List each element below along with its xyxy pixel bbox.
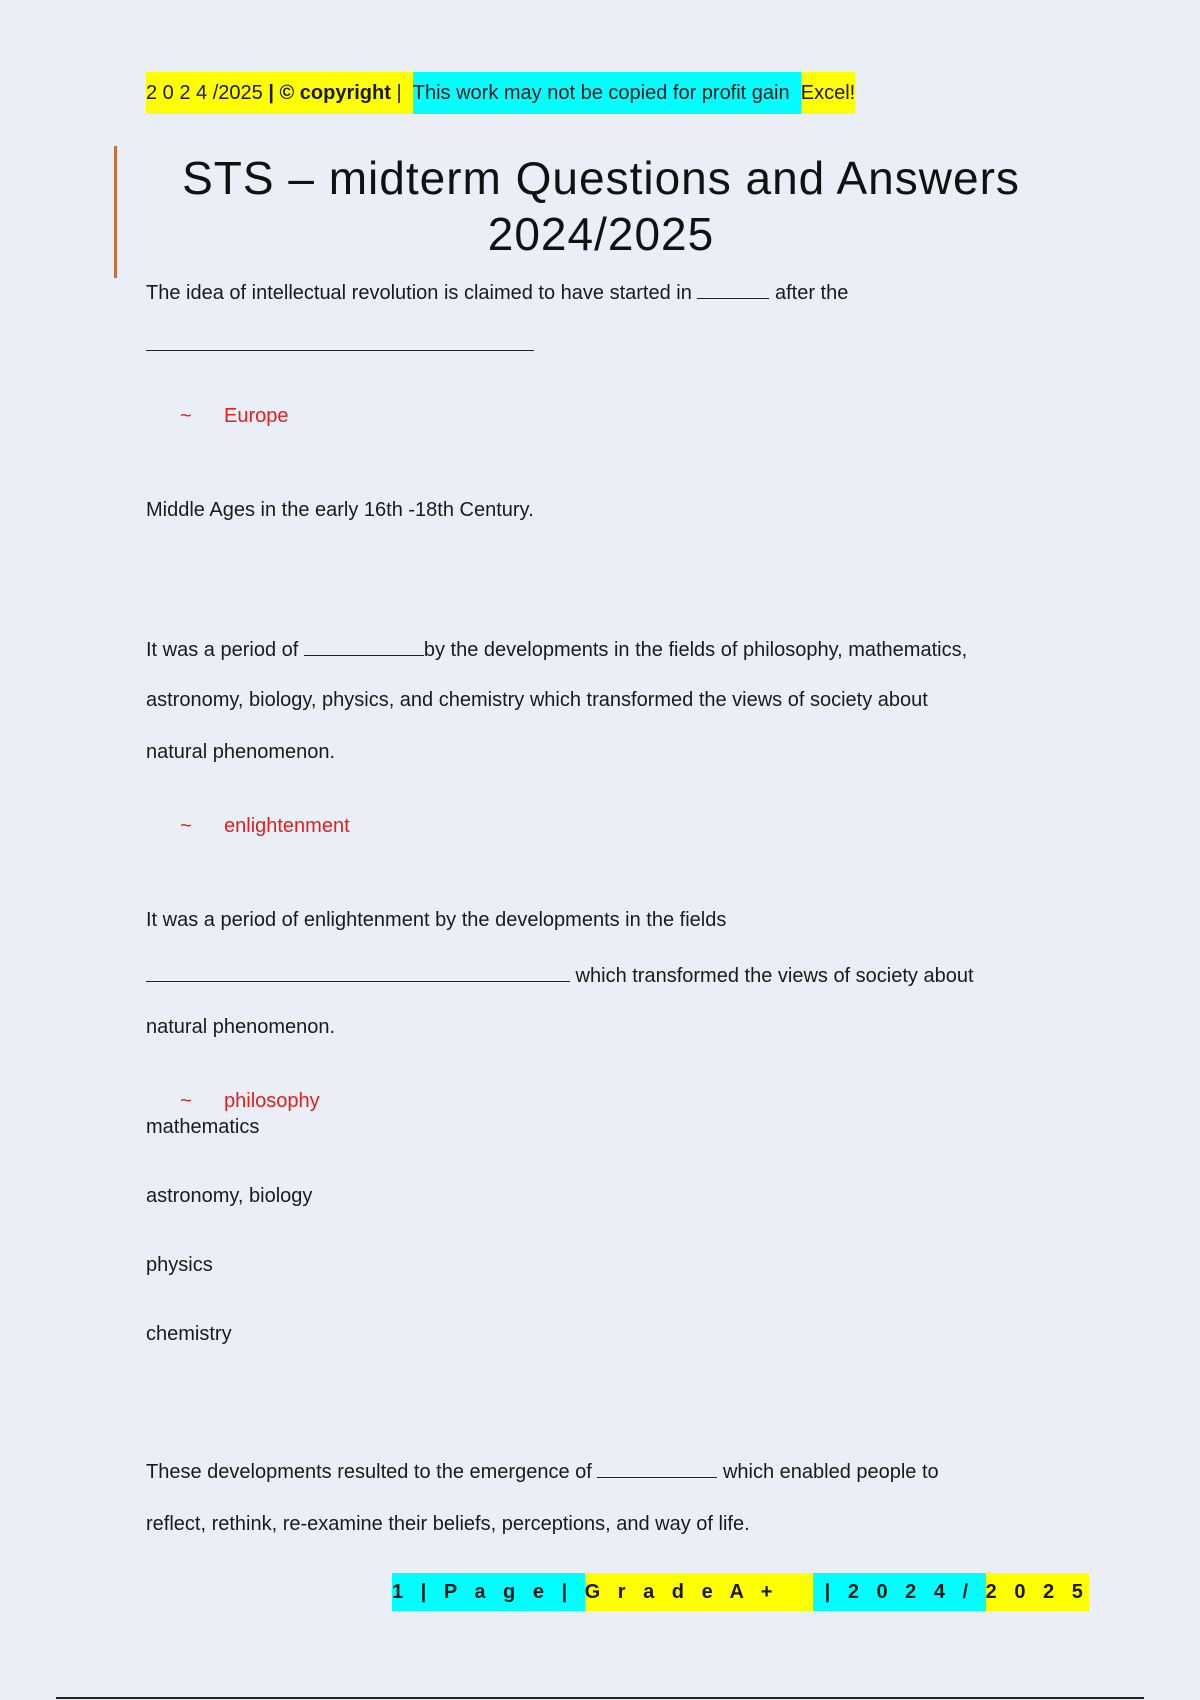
question-2-text-after: by the developments in the fields of philosophy, mathematics, [423,639,968,661]
page-footer [392,1573,1089,1611]
question-1-line-1 [146,278,848,306]
footer-grade: G r a d e A + [585,1573,813,1611]
question-3-line-3: natural phenomenon. [146,1016,336,1038]
question-4-line-2: reflect, rethink, re-examine their beliefs, perceptions, and way of life. [146,1513,750,1535]
answer-3 [180,1088,320,1114]
fill-blank-long [146,330,534,351]
answer-list-item: physics [146,1254,213,1276]
question-1-line-2 [146,330,534,358]
question-3-text-after: which transformed the views of society about [570,965,974,987]
header-notice: This work may not be copied for profit gain [413,72,801,114]
question-3-line-1: It was a period of enlightenment by the developments in the fields [146,909,727,931]
answer-2 [180,813,350,839]
answer-list-item: chemistry [146,1323,232,1345]
question-1-text-after: after the [769,282,849,304]
answer-list-item: mathematics [146,1116,260,1138]
header-year: 2 0 2 4 /2025 [146,72,268,114]
title-accent-rule [114,146,117,278]
page-title [146,150,1056,262]
bottom-divider [56,1697,1144,1699]
answer-1 [180,403,289,429]
question-4-text-after: which enabled people to [717,1461,939,1483]
question-1-continuation: Middle Ages in the early 16th -18th Century. [146,499,534,521]
fill-blank [597,1457,717,1478]
footer-page-number: 1 | P a g e | [392,1573,585,1611]
header-excel: Excel! [801,72,855,114]
question-4-text: These developments resulted to the emergence of [146,1461,598,1483]
answer-marker: ~ [180,815,192,837]
answer-marker: ~ [180,405,192,427]
header-separator: | [268,72,279,114]
footer-year-end: 2 0 2 5 [986,1573,1089,1611]
answer-1-text: Europe [224,405,289,427]
title-line-2: 2024/2025 [487,208,715,260]
header-copyright: © copyright [279,72,390,114]
question-3-line-2 [146,961,974,989]
answer-2-text: enlightenment [224,815,350,837]
title-line-1: STS – midterm Questions and Answers [182,152,1020,204]
question-2-line-3: natural phenomenon. [146,741,336,763]
answer-marker: ~ [180,1090,192,1112]
footer-year-start: | 2 0 2 4 / [813,1573,986,1611]
question-4-line-1 [146,1457,939,1485]
header-separator-2: | [391,72,413,114]
answer-list-item: astronomy, biology [146,1185,313,1207]
question-2-line-2: astronomy, biology, physics, and chemistry which transformed the views of society about [146,689,928,711]
fill-blank [697,278,769,299]
question-2-text: It was a period of [146,639,304,661]
copyright-header [146,72,855,114]
question-1-text: The idea of intellectual revolution is claimed to have started in [146,282,698,304]
question-2-line-1 [146,635,967,663]
fill-blank [304,635,424,656]
answer-3-text: philosophy [224,1090,320,1112]
fill-blank-long [146,961,570,982]
